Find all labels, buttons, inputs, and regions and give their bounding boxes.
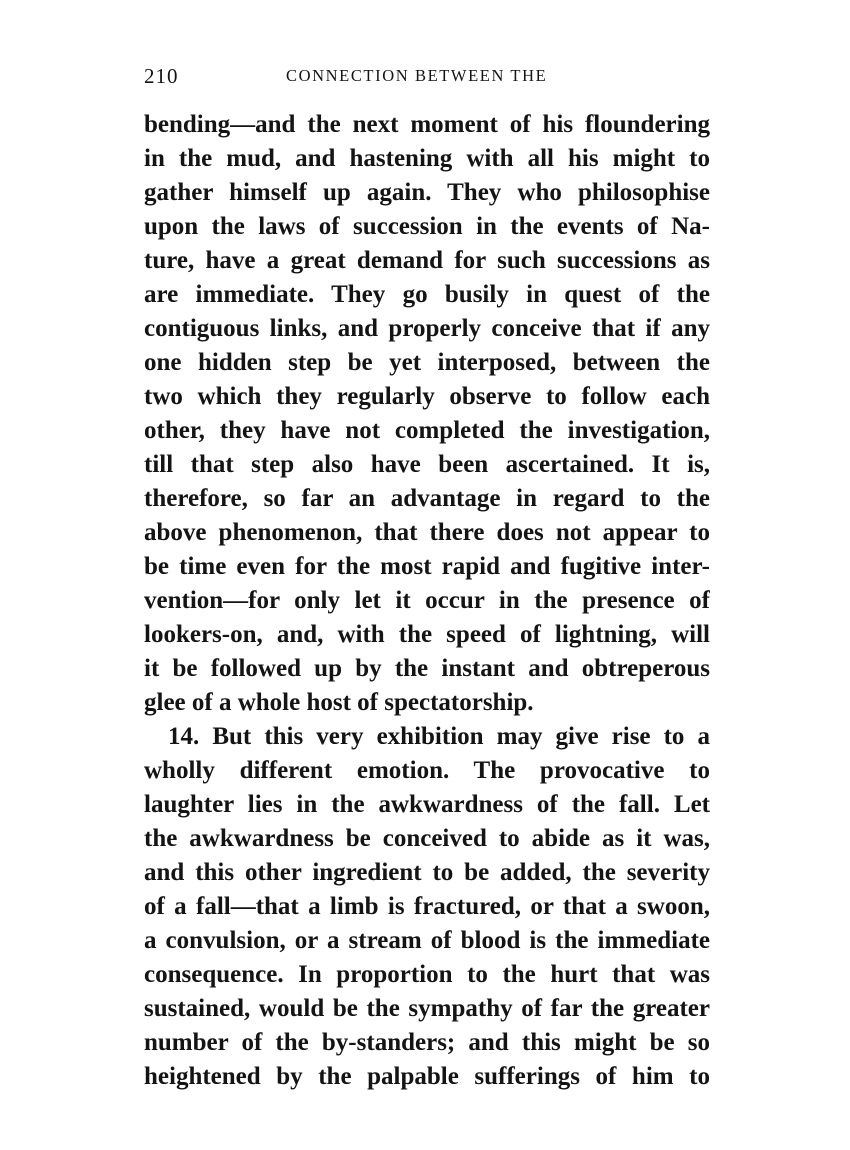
text-line: two which they regularly observe to follow each [144, 383, 710, 410]
text-line: till that step also have been ascertained. It is, [144, 451, 710, 478]
text-line: one hidden step be yet interposed, between the [144, 349, 710, 376]
text-line: in the mud, and hastening with all his might to [144, 145, 710, 172]
text-line: are immediate. They go busily in quest of the [144, 281, 710, 308]
running-head [144, 64, 714, 88]
text-line: laughter lies in the awkwardness of the fall. Let [144, 791, 710, 818]
text-line: a convulsion, or a stream of blood is the immediate [144, 927, 710, 954]
running-head-title: CONNECTION BETWEEN THE [286, 66, 548, 85]
text-line: vention—for only let it occur in the presence of [144, 587, 710, 614]
text-line: number of the by-standers; and this might be so [144, 1029, 710, 1056]
text-line: therefore, so far an advantage in regard to the [144, 485, 710, 512]
page-number: 210 [144, 64, 179, 88]
text-line: above phenomenon, that there does not appear to [144, 519, 710, 546]
text-line: of a fall—that a limb is fractured, or that a swoon, [144, 893, 710, 920]
text-line: be time even for the most rapid and fugitive inter- [144, 553, 710, 580]
text-line: consequence. In proportion to the hurt that was [144, 961, 710, 988]
section-14-first-line: 14. But this very exhibition may give rise to a [168, 723, 710, 750]
text-line: ture, have a great demand for such successions as [144, 247, 710, 274]
text-line: contiguous links, and properly conceive that if any [144, 315, 710, 342]
text-line: lookers-on, and, with the speed of lightning, will [144, 621, 710, 648]
paragraph-end-line: glee of a whole host of spectatorship. [144, 689, 534, 716]
text-line: upon the laws of succession in the events of Na- [144, 213, 710, 240]
text-line: sustained, would be the sympathy of far the greater [144, 995, 710, 1022]
text-line: the awkwardness be conceived to abide as it was, [144, 825, 710, 852]
text-line: wholly different emotion. The provocative to [144, 757, 710, 784]
text-line: bending—and the next moment of his floundering [144, 111, 710, 138]
text-line: gather himself up again. They who philosophise [144, 179, 710, 206]
text-line: and this other ingredient to be added, the severity [144, 859, 710, 886]
body-text [144, 108, 710, 1094]
text-line: heightened by the palpable sufferings of him to [144, 1063, 710, 1090]
text-line: it be followed up by the instant and obtreperous [144, 655, 710, 682]
text-line: other, they have not completed the investigation, [144, 417, 710, 444]
